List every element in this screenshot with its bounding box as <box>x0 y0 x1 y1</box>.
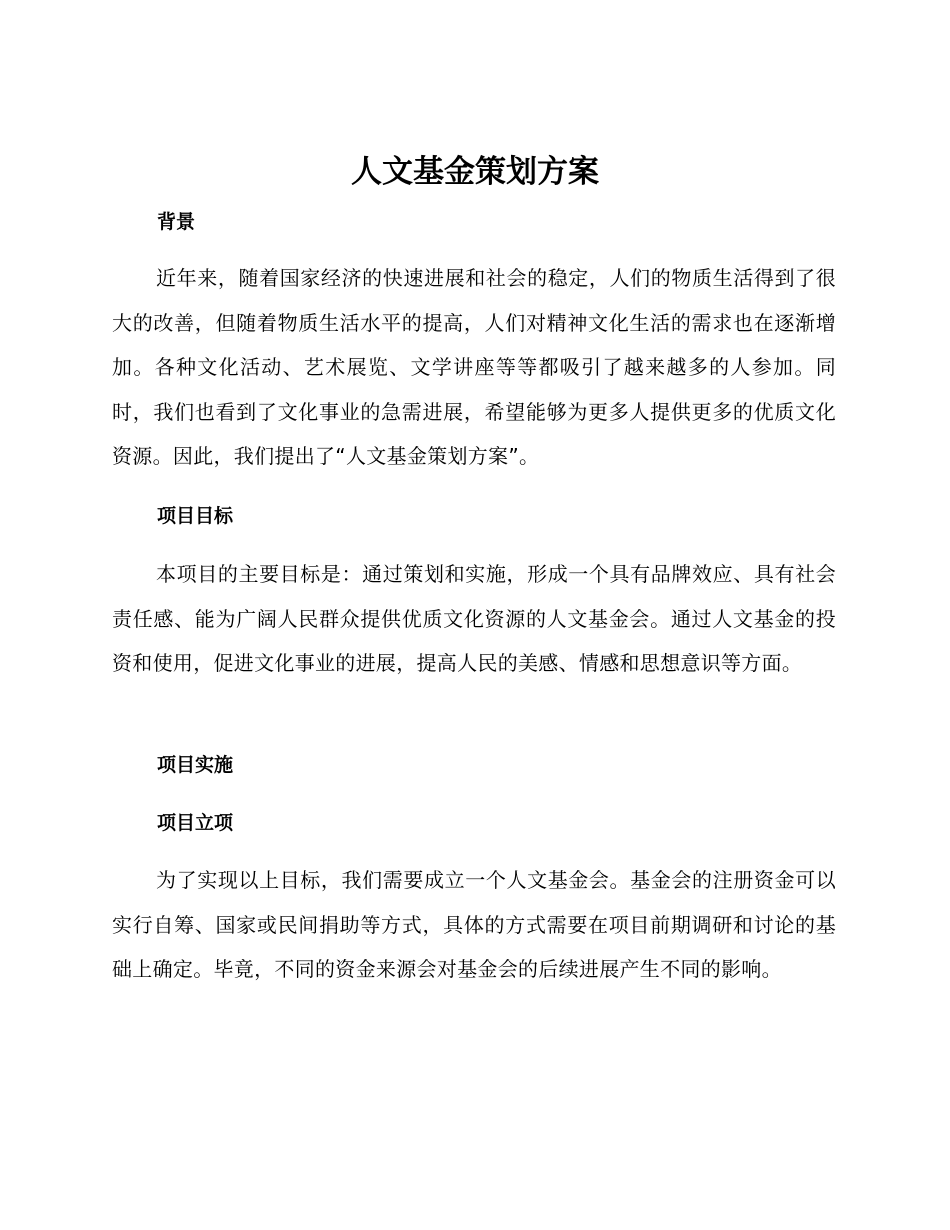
section-heading-background: 背景 <box>157 211 196 233</box>
paragraph-goal: 本项目的主要目标是：通过策划和实施，形成一个具有品牌效应、具有社会责任感、能为广阔人民群众提供优质文化资源的人文基金会。通过人文基金的投资和使用，促进文化事业的进展，提高人民的美感、情感和思想意识等方面。 <box>112 562 836 675</box>
section-heading-setup: 项目立项 <box>157 812 234 834</box>
paragraph-background: 近年来，随着国家经济的快速进展和社会的稳定，人们的物质生活得到了很大的改善，但随着物质生活水平的提高，人们对精神文化生活的需求也在逐渐增加。各种文化活动、艺术展览、文学讲座等等都吸引了越来越多的人参加。同时，我们也看到了文化事业的急需进展，希望能够为更多人提供更多的优质文化资源。因此，我们提出了“人文基金策划方案”。 <box>112 266 836 468</box>
section-heading-implementation: 项目实施 <box>157 754 234 776</box>
paragraph-setup: 为了实现以上目标，我们需要成立一个人文基金会。基金会的注册资金可以实行自筹、国家或民间捐助等方式，具体的方式需要在项目前期调研和讨论的基础上确定。毕竟，不同的资金来源会对基金会的后续进展产生不同的影响。 <box>112 868 836 981</box>
section-heading-goal: 项目目标 <box>157 505 234 527</box>
document-title: 人文基金策划方案 <box>351 154 599 190</box>
